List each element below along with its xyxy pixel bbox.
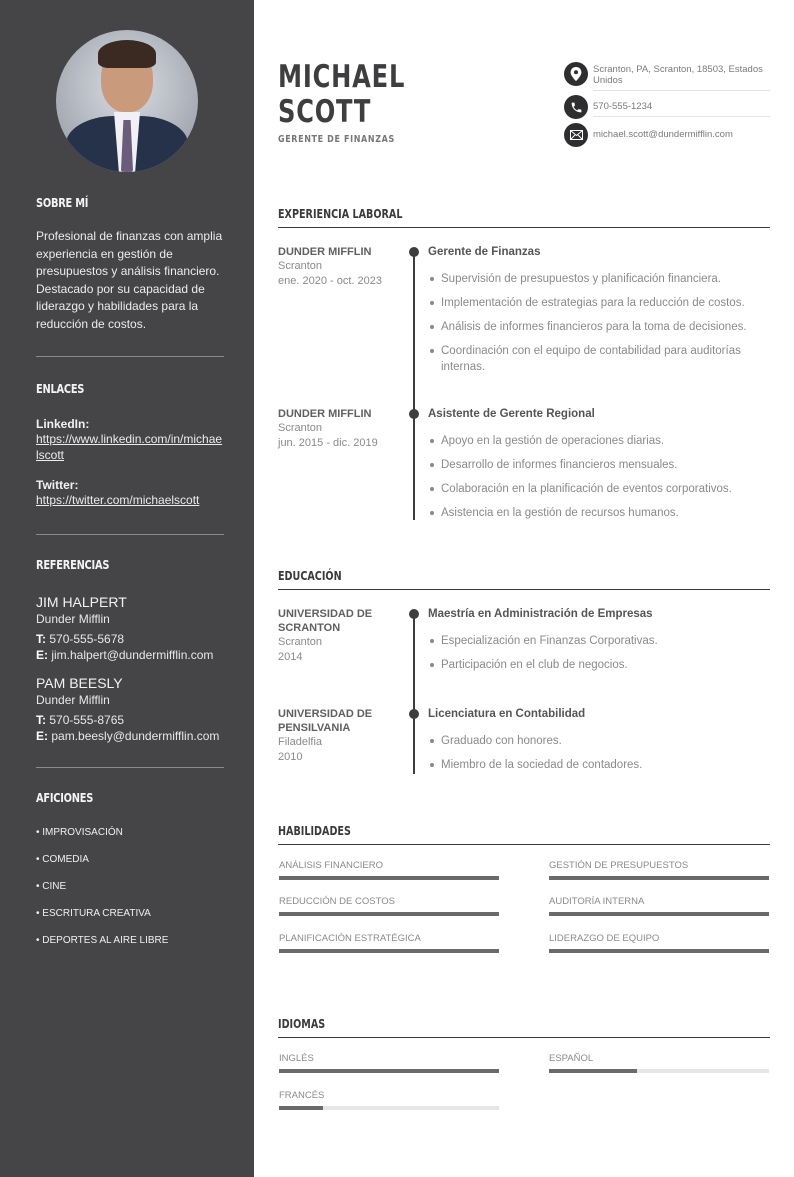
hobby-item: • COMEDIA <box>36 854 89 865</box>
skill-item <box>549 933 769 953</box>
reference-company: Dunder Mifflin <box>36 693 110 707</box>
skills-title: HABILIDADES <box>278 824 351 838</box>
skill-label: LIDERAZGO DE EQUIPO <box>549 933 660 944</box>
section-rule <box>278 589 770 590</box>
reference-phone: 570-555-5678 <box>49 632 125 646</box>
skill-item <box>549 860 769 880</box>
degree-title: Maestría en Administración de Empresas <box>428 608 653 620</box>
contact-block <box>564 62 770 147</box>
school-location: Filadelfia <box>278 736 323 748</box>
skill-item <box>279 860 499 880</box>
timeline-dot <box>409 409 419 419</box>
first-name: MICHAEL <box>278 59 406 95</box>
bullet-item: Apoyo en la gestión de operaciones diarias. <box>428 433 770 449</box>
candidate-name <box>278 60 405 130</box>
timeline-line <box>413 252 415 520</box>
sidebar <box>0 0 254 1177</box>
divider <box>36 767 224 768</box>
bullet-item: Participación en el club de negocios. <box>428 657 770 673</box>
timeline-dot <box>409 247 419 257</box>
about-text: Profesional de finanzas con amplia experiencia en gestión de presupuestos y análisis financiero. Destacado por su capacidad de liderazgo y habilidades para la reducción de costos. <box>36 229 223 331</box>
languages-title: IDIOMAS <box>278 1017 326 1031</box>
bullet-item: Análisis de informes financieros para la toma de decisiones. <box>428 319 770 335</box>
job-dates: ene. 2020 - oct. 2023 <box>278 275 382 287</box>
bullet-item: Coordinación con el equipo de contabilidad para auditorías internas. <box>428 343 770 375</box>
company-name: DUNDER MIFFLIN <box>278 246 372 258</box>
section-rule <box>278 227 770 228</box>
contact-phone <box>564 95 770 119</box>
section-rule <box>278 1037 770 1038</box>
language-bar <box>279 1069 499 1073</box>
reference-email: pam.beesly@dundermifflin.com <box>51 729 220 743</box>
language-bar <box>549 1069 769 1073</box>
hobbies-title: AFICIONES <box>36 791 94 805</box>
company-name: DUNDER MIFFLIN <box>278 408 372 420</box>
role-title: Gerente de Finanzas <box>428 246 541 258</box>
links-title: ENLACES <box>36 382 85 396</box>
timeline-dot <box>409 609 419 619</box>
references-title: REFERENCIAS <box>36 558 110 572</box>
skill-label: PLANIFICACIÓN ESTRATÉGICA <box>279 933 421 944</box>
hobby-item: • DEPORTES AL AIRE LIBRE <box>36 935 169 946</box>
language-item <box>279 1090 499 1110</box>
language-item <box>279 1053 499 1073</box>
twitter-label: Twitter: <box>36 478 79 492</box>
reference-email: jim.halpert@dundermifflin.com <box>51 648 214 662</box>
skill-label: GESTIÓN DE PRESUPUESTOS <box>549 860 689 871</box>
bullet-item: Especialización en Finanzas Corporativas. <box>428 633 770 649</box>
timeline-dot <box>409 709 419 719</box>
skill-label: REDUCCIÓN DE COSTOS <box>279 896 395 907</box>
language-bar <box>279 1106 499 1110</box>
timeline-line <box>413 614 415 774</box>
education-title: EDUCACIÓN <box>278 569 342 583</box>
phone-text: 570-555-1234 <box>593 95 770 117</box>
graduation-year: 2010 <box>278 751 303 763</box>
language-item <box>549 1053 769 1073</box>
contact-address <box>564 62 770 91</box>
skill-bar <box>279 912 499 916</box>
skill-bar <box>549 876 769 880</box>
skill-item <box>279 933 499 953</box>
degree-title: Licenciatura en Contabilidad <box>428 708 586 720</box>
email-text: michael.scott@dundermifflin.com <box>593 129 733 140</box>
bullet-item: Supervisión de presupuestos y planificación financiera. <box>428 271 770 287</box>
school-location: Scranton <box>278 636 323 648</box>
address-text: Scranton, PA, Scranton, 18503, Estados Unidos <box>593 62 770 91</box>
hobby-item: • ESCRITURA CREATIVA <box>36 908 151 919</box>
section-rule <box>278 844 770 845</box>
company-location: Scranton <box>278 422 323 434</box>
reference-item <box>36 594 224 663</box>
job-title: GERENTE DE FINANZAS <box>278 134 395 145</box>
phone-label: T: <box>36 713 46 727</box>
twitter-link[interactable]: https://twitter.com/michaelscott <box>36 493 200 507</box>
skill-bar <box>279 876 499 880</box>
reference-phone: 570-555-8765 <box>49 713 125 727</box>
skill-item <box>279 896 499 916</box>
divider <box>36 356 224 357</box>
experience-title: EXPERIENCIA LABORAL <box>278 207 403 221</box>
phone-label: T: <box>36 632 46 646</box>
skill-bar <box>549 949 769 953</box>
bullet-item: Colaboración en la planificación de eventos corporativos. <box>428 481 770 497</box>
profile-photo <box>56 30 198 172</box>
links-section <box>36 382 224 508</box>
company-location: Scranton <box>278 260 323 272</box>
envelope-icon <box>564 123 588 147</box>
about-title: SOBRE MÍ <box>36 196 89 210</box>
language-label: INGLÉS <box>279 1053 314 1064</box>
bullet-item: Miembro de la sociedad de contadores. <box>428 757 770 773</box>
skill-label: ANÁLISIS FINANCIERO <box>279 860 383 871</box>
job-dates: jun. 2015 - dic. 2019 <box>278 437 378 449</box>
skill-bar <box>549 912 769 916</box>
graduation-year: 2014 <box>278 651 303 663</box>
about-section <box>36 196 224 333</box>
reference-item <box>36 675 224 744</box>
hobbies-section <box>36 791 224 962</box>
language-label: FRANCÉS <box>279 1090 325 1101</box>
reference-company: Dunder Mifflin <box>36 612 110 626</box>
linkedin-link[interactable]: https://www.linkedin.com/in/michaelscott <box>36 432 223 462</box>
hobby-item: • IMPROVISACIÓN <box>36 827 123 838</box>
bullet-item: Graduado con honores. <box>428 733 770 749</box>
skill-label: AUDITORÍA INTERNA <box>549 896 645 907</box>
divider <box>36 534 224 535</box>
school-name: UNIVERSIDAD DE PENSILVANIA <box>278 708 373 734</box>
skill-bar <box>279 949 499 953</box>
reference-name: PAM BEESLY <box>36 675 123 691</box>
references-section <box>36 558 224 744</box>
email-label: E: <box>36 648 48 662</box>
school-name: UNIVERSIDAD DE SCRANTON <box>278 608 373 634</box>
language-label: ESPAÑOL <box>549 1053 594 1064</box>
bullet-item: Implementación de estrategias para la reducción de costos. <box>428 295 770 311</box>
skill-item <box>549 896 769 916</box>
bullet-item: Asistencia en la gestión de recursos humanos. <box>428 505 770 521</box>
email-label: E: <box>36 729 48 743</box>
phone-icon <box>564 95 588 119</box>
role-title: Asistente de Gerente Regional <box>428 408 595 420</box>
last-name: SCOTT <box>278 94 372 130</box>
location-pin-icon <box>564 62 588 86</box>
contact-email <box>564 123 770 147</box>
bullet-item: Desarrollo de informes financieros mensuales. <box>428 457 770 473</box>
reference-name: JIM HALPERT <box>36 594 127 610</box>
linkedin-label: LinkedIn: <box>36 417 90 431</box>
hobby-item: • CINE <box>36 881 67 892</box>
